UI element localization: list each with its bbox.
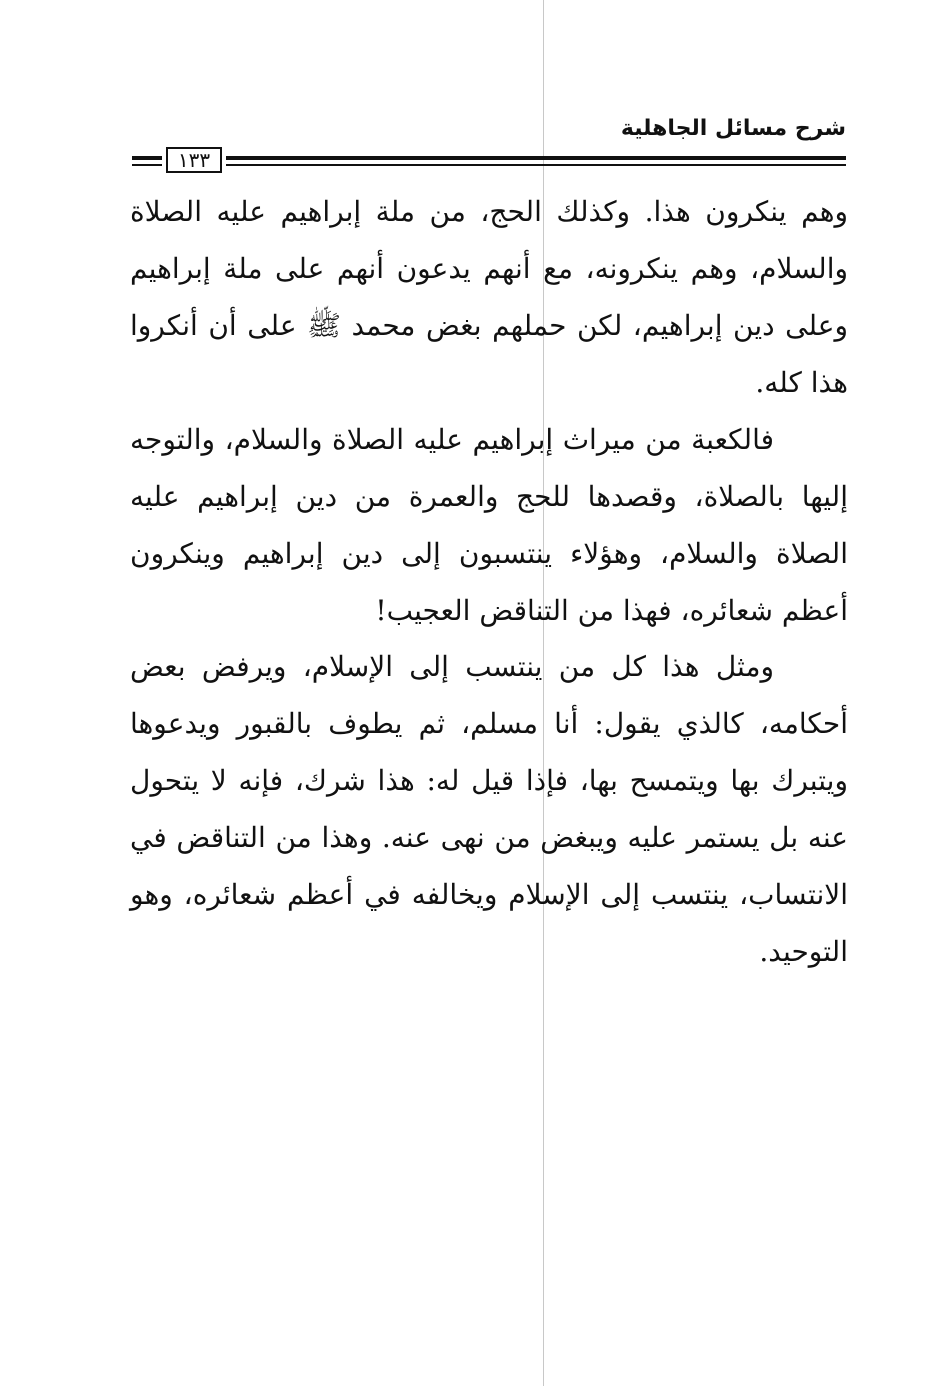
body-paragraph-3: ومثل هذا كل من ينتسب إلى الإسلام، ويرفض بعض أحكامه، كالذي يقول: أنا مسلم، ثم يطوف بالقبور ويدعوها ويتبرك بها ويتمسح بها، فإذا قيل له: هذا شرك، فإنه لا يتحول عنه بل يستمر عليه ويبغض من نهى عنه. وهذا من التناقض في الانتساب، ينتسب إلى الإسلام ويخالفه في أعظم شعائره، وهو التوحيد. (130, 650, 848, 968)
body-paragraph-1: وهم ينكرون هذا. وكذلك الحج، من ملة إبراهيم عليه الصلاة والسلام، وهم ينكرونه، مع أنهم يدعون أنهم على ملة إبراهيم وعلى دين إبراهيم، لكن حملهم بغض محمد ﷺ على أن أنكروا هذا كله. (130, 195, 848, 399)
body-paragraph-2: فالكعبة من ميراث إبراهيم عليه الصلاة والسلام، والتوجه إليها بالصلاة، وقصدها للحج والعمرة من دين إبراهيم عليه الصلاة والسلام، وهؤلاء ينتسبون إلى دين إبراهيم وينكرون أعظم شعائره، فهذا من التناقض العجيب! (130, 423, 848, 627)
header-rule-thin (226, 164, 846, 166)
running-title: شرح مسائل الجاهلية (620, 116, 846, 141)
header-rule-left-thick (132, 156, 162, 160)
header-rule-left-thin (132, 164, 162, 166)
page-number: ١٣٣ (166, 147, 222, 173)
header-rule-thick (226, 156, 846, 160)
